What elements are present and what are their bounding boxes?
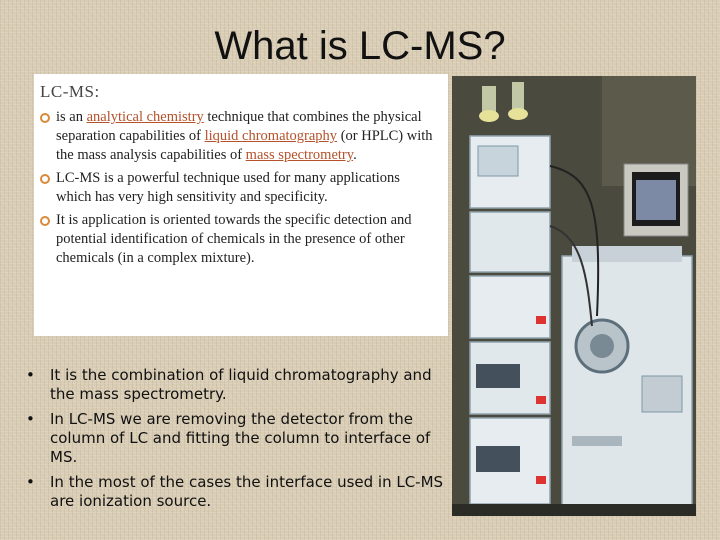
box-item-2 xyxy=(40,169,438,207)
box-item-1-text-c: (or HPLC) with the mass analysis capabilities of xyxy=(56,128,433,163)
box-heading: LC-MS: xyxy=(40,82,100,101)
box-item-1-text-a: is an xyxy=(56,109,87,125)
list-item-text: In LC-MS we are removing the detector from the column of LC and fitting the column to interface of MS. xyxy=(50,410,431,466)
mass-spectrometry-link[interactable]: mass spectrometry xyxy=(245,147,354,163)
slide-title: What is LC-MS? xyxy=(214,24,506,68)
bullet-icon: • xyxy=(26,366,35,384)
bullet-icon: • xyxy=(26,410,35,428)
box-item-1 xyxy=(40,108,438,165)
circle-bullet-icon xyxy=(40,174,50,184)
lc-ms-instrument-image xyxy=(452,76,696,516)
bullet-icon: • xyxy=(26,473,35,491)
box-item-1-text-b: technique that combines the physical separation capabilities of xyxy=(56,109,422,144)
list-item xyxy=(24,473,456,511)
liquid-chromatography-link[interactable]: liquid chromatography xyxy=(204,128,338,144)
list-item-text: In the most of the cases the interface used in LC-MS are ionization source. xyxy=(50,473,444,510)
lc-ms-instrument-photo xyxy=(452,76,696,516)
main-bullet-list xyxy=(24,366,456,517)
list-item-text: It is the combination of liquid chromatography and the mass spectrometry. xyxy=(50,366,432,403)
list-item xyxy=(24,366,456,404)
box-item-3-text: It is application is oriented towards the specific detection and potential identification of chemicals in the presence of other chemicals (in a complex mixture). xyxy=(56,212,412,266)
circle-bullet-icon xyxy=(40,113,50,123)
box-item-3 xyxy=(40,211,438,268)
analytical-chemistry-link[interactable]: analytical chemistry xyxy=(86,109,204,125)
definition-box xyxy=(34,74,448,336)
list-item xyxy=(24,410,456,467)
box-item-2-text: LC-MS is a powerful technique used for many applications which has very high sensitivity and specificity. xyxy=(56,170,400,205)
circle-bullet-icon xyxy=(40,216,50,226)
box-item-1-text-d: . xyxy=(353,147,357,163)
